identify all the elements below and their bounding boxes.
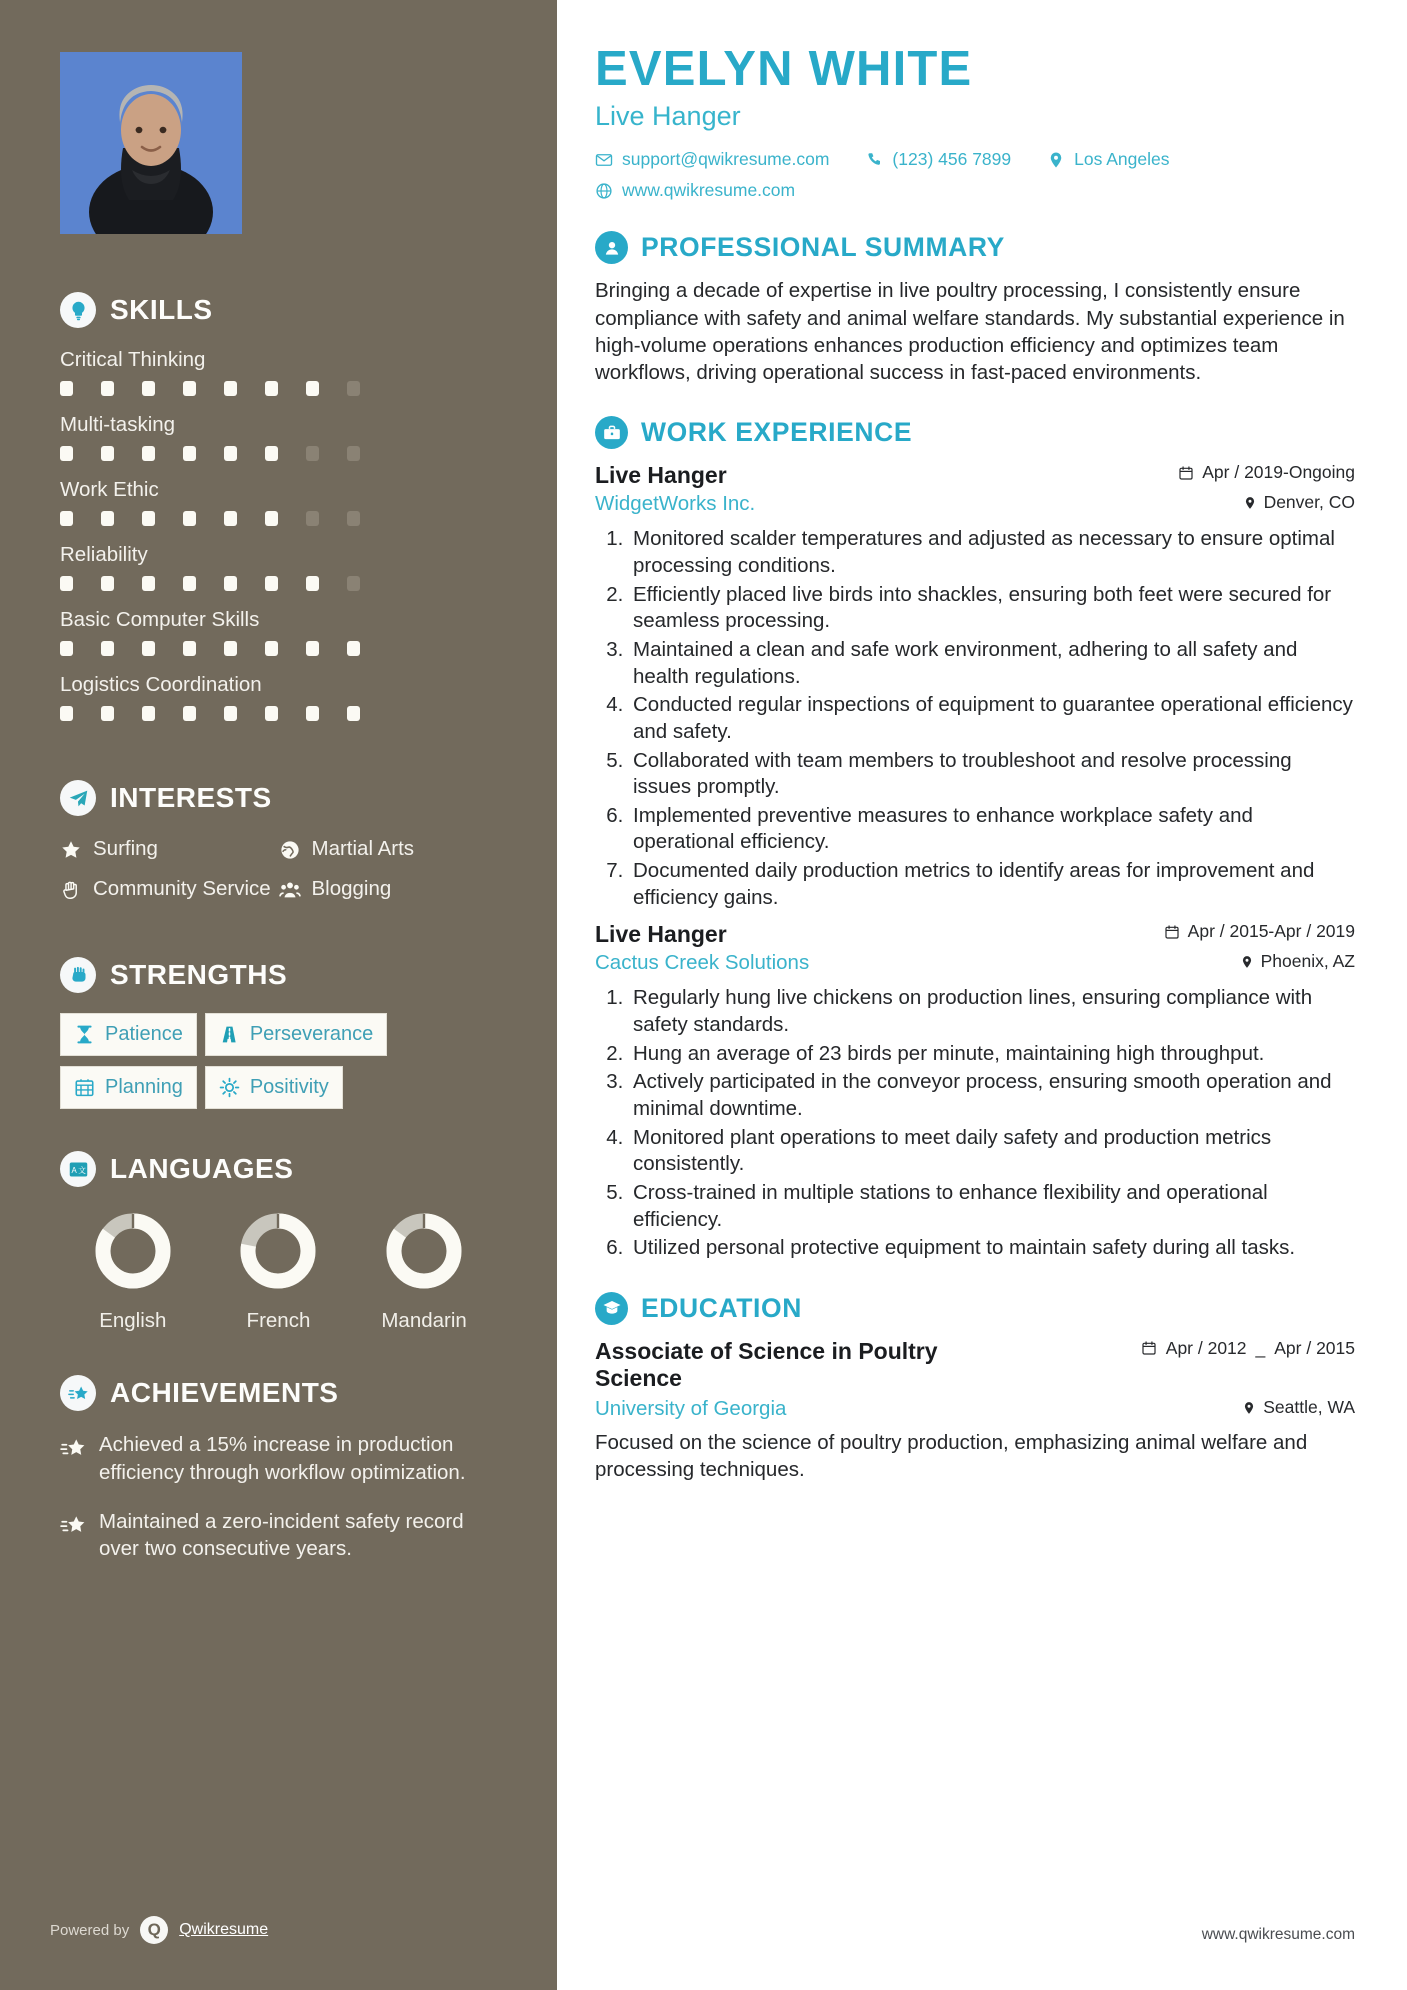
interests-list xyxy=(60,836,497,915)
strength-label: Perseverance xyxy=(249,1023,374,1046)
job-bullet: 2. Hung an average of 23 birds per minute, maintaining high throughput. xyxy=(629,1041,1355,1068)
calendar-grid-icon xyxy=(74,1077,95,1098)
strength-label: Positivity xyxy=(249,1076,329,1099)
job-header xyxy=(595,921,1355,948)
contact-row-primary xyxy=(595,149,1355,170)
skill-dot-filled xyxy=(224,511,237,526)
job-bullet: 2. Efficiently placed live birds into shackles, ensuring both feet were secured for seamless processing. xyxy=(629,582,1355,635)
experience-section xyxy=(595,416,1355,1261)
user-circle-icon xyxy=(595,231,628,264)
skill-dot-filled xyxy=(60,381,73,396)
main-content xyxy=(557,0,1407,1990)
skill-row xyxy=(60,543,497,591)
interest-item xyxy=(60,836,279,862)
skill-row xyxy=(60,478,497,526)
achievements-list xyxy=(60,1431,497,1562)
education-date-separator: _ xyxy=(1255,1337,1266,1358)
skill-rating xyxy=(60,511,497,526)
contact-location-text: Los Angeles xyxy=(1074,149,1170,170)
map-pin-icon xyxy=(1243,495,1257,511)
svg-text:文: 文 xyxy=(77,1165,86,1175)
education-school: University of Georgia xyxy=(595,1397,787,1420)
education-heading xyxy=(595,1292,1355,1325)
skill-dot-empty xyxy=(306,446,319,461)
skill-dot-filled xyxy=(347,641,360,656)
fist-icon xyxy=(60,957,96,993)
language-label: Mandarin xyxy=(381,1309,467,1333)
achievements-title: ACHIEVEMENTS xyxy=(110,1377,339,1409)
skill-name: Basic Computer Skills xyxy=(60,608,260,631)
skill-dot-filled xyxy=(265,511,278,526)
skill-dot-filled xyxy=(101,706,114,721)
job-bullet: 7. Documented daily production metrics to identify areas for improvement and efficiency gains. xyxy=(629,858,1355,911)
interest-label: Surfing xyxy=(93,837,158,860)
education-location-text: Seattle, WA xyxy=(1263,1397,1355,1417)
map-pin-icon xyxy=(1047,151,1065,169)
education-dates xyxy=(1141,1338,1355,1359)
map-pin-icon xyxy=(1240,954,1254,970)
skill-rating xyxy=(60,576,497,591)
profile-photo xyxy=(60,52,242,234)
language-item xyxy=(60,1207,206,1333)
education-title: EDUCATION xyxy=(641,1292,802,1323)
language-donut-chart xyxy=(380,1207,468,1295)
phone-icon xyxy=(865,151,883,169)
skill-dot-filled xyxy=(101,641,114,656)
languages-title: LANGUAGES xyxy=(110,1153,294,1185)
experience-title: WORK EXPERIENCE xyxy=(641,417,913,448)
skill-dot-filled xyxy=(183,446,196,461)
star-icon xyxy=(60,839,82,861)
skill-dot-empty xyxy=(347,511,360,526)
language-item xyxy=(351,1207,497,1333)
achievement-text: Maintained a zero-incident safety record over two consecutive years. xyxy=(99,1509,464,1560)
lightbulb-icon xyxy=(60,292,96,328)
skill-dot-filled xyxy=(265,706,278,721)
job-bullet: 1. Monitored scalder temperatures and adjusted as necessary to ensure optimal processing conditions. xyxy=(629,526,1355,579)
interest-item xyxy=(60,876,279,902)
skill-dot-filled xyxy=(60,641,73,656)
jobs-list xyxy=(595,462,1355,1261)
skill-dot-filled xyxy=(224,381,237,396)
skill-row xyxy=(60,608,497,656)
strengths-list xyxy=(60,1013,497,1109)
calendar-icon xyxy=(1178,465,1194,481)
skill-rating xyxy=(60,641,497,656)
skill-dot-filled xyxy=(142,381,155,396)
svg-text:A: A xyxy=(71,1165,77,1175)
powered-by xyxy=(50,1916,268,1944)
interest-item xyxy=(279,836,498,862)
language-donut-chart xyxy=(234,1207,322,1295)
strengths-heading xyxy=(60,957,497,993)
sidebar xyxy=(0,0,557,1990)
footer-website: www.qwikresume.com xyxy=(1201,1926,1355,1943)
skill-dot-filled xyxy=(142,576,155,591)
interest-label: Blogging xyxy=(311,876,392,900)
strength-chip xyxy=(60,1066,197,1109)
interest-label: Martial Arts xyxy=(311,837,415,860)
achievements-heading xyxy=(60,1375,497,1411)
skill-row xyxy=(60,413,497,461)
achievement-item xyxy=(60,1508,497,1563)
skills-section xyxy=(60,292,497,721)
skill-dot-filled xyxy=(183,381,196,396)
people-icon xyxy=(279,879,301,901)
skill-rating xyxy=(60,706,497,721)
skill-dot-filled xyxy=(142,446,155,461)
skill-dot-filled xyxy=(306,381,319,396)
skill-dot-filled xyxy=(183,511,196,526)
skill-dot-filled xyxy=(101,446,114,461)
skills-list xyxy=(60,348,497,721)
job-subheader xyxy=(595,951,1355,975)
contact-row-secondary xyxy=(595,180,1355,201)
skill-row xyxy=(60,348,497,396)
contact-location xyxy=(1047,149,1169,170)
contact-email[interactable] xyxy=(595,149,829,170)
strength-chip xyxy=(205,1013,387,1056)
skill-dot-filled xyxy=(306,641,319,656)
skill-dot-filled xyxy=(265,576,278,591)
job-bullet: 6. Implemented preventive measures to enhance workplace safety and operational efficiency. xyxy=(629,803,1355,856)
paper-plane-icon xyxy=(60,780,96,816)
globe-icon xyxy=(595,182,613,200)
job-bullet: 4. Conducted regular inspections of equipment to guarantee operational efficiency and safety. xyxy=(629,692,1355,745)
skill-rating xyxy=(60,446,497,461)
shooting-star-icon xyxy=(60,1435,86,1461)
education-entry-sub xyxy=(595,1397,1355,1421)
summary-text: Bringing a decade of expertise in live poultry processing, I consistently ensure compliance with safety and animal welfare standards. My substantial experience in high-volume operations enhances production efficiency and optimizes team workflows, driving operational success in fast-paced environments. xyxy=(595,279,1345,385)
job-date-text: Apr / 2015-Apr / 2019 xyxy=(1187,921,1355,942)
skill-dot-filled xyxy=(183,641,196,656)
job-location xyxy=(1240,951,1355,972)
skill-dot-filled xyxy=(60,576,73,591)
skill-dot-filled xyxy=(306,706,319,721)
language-label: English xyxy=(99,1309,167,1333)
contact-website-text: www.qwikresume.com xyxy=(622,180,796,201)
candidate-name: EVELYN WHITE xyxy=(595,42,973,96)
summary-section xyxy=(595,231,1355,386)
skill-dot-filled xyxy=(60,706,73,721)
job-bullet: 3. Actively participated in the conveyor process, ensuring smooth operation and minimal downtime. xyxy=(629,1069,1355,1122)
graduation-icon xyxy=(595,1292,628,1325)
skill-name: Logistics Coordination xyxy=(60,673,262,696)
skill-dot-empty xyxy=(347,576,360,591)
shooting-star-icon xyxy=(60,1512,86,1538)
strength-label: Planning xyxy=(105,1076,183,1099)
envelope-icon xyxy=(595,151,613,169)
interests-section xyxy=(60,780,497,915)
job-bullets xyxy=(629,985,1355,1261)
skill-dot-filled xyxy=(101,511,114,526)
contact-phone[interactable] xyxy=(865,149,1011,170)
candidate-role: Live Hanger xyxy=(595,101,741,132)
skill-name: Critical Thinking xyxy=(60,348,206,371)
powered-by-label: Powered by xyxy=(50,1921,130,1939)
strengths-section xyxy=(60,957,497,1109)
skill-dot-filled xyxy=(224,576,237,591)
job-company: Cactus Creek Solutions xyxy=(595,951,810,975)
job-location-text: Denver, CO xyxy=(1263,492,1355,513)
strength-chip xyxy=(60,1013,197,1056)
skill-dot-filled xyxy=(224,446,237,461)
qwikresume-logo-icon: Q xyxy=(140,1916,168,1944)
skill-row xyxy=(60,673,497,721)
languages-section xyxy=(60,1151,497,1333)
strengths-title: STRENGTHS xyxy=(110,959,288,991)
education-start-date: Apr / 2012 xyxy=(1165,1337,1247,1358)
job-location-text: Phoenix, AZ xyxy=(1260,951,1355,972)
language-label: French xyxy=(246,1309,311,1333)
job-bullet: 5. Collaborated with team members to troubleshoot and resolve processing issues promptly. xyxy=(629,748,1355,801)
job-bullet: 3. Maintained a clean and safe work environment, adhering to all safety and health regulations. xyxy=(629,637,1355,690)
calendar-icon xyxy=(1141,1340,1157,1356)
skill-dot-filled xyxy=(265,446,278,461)
skill-dot-filled xyxy=(306,576,319,591)
skill-dot-empty xyxy=(306,511,319,526)
skill-dot-filled xyxy=(60,511,73,526)
achievement-text: Achieved a 15% increase in production efficiency through workflow optimization. xyxy=(99,1433,466,1484)
skill-dot-filled xyxy=(60,446,73,461)
skill-dot-empty xyxy=(347,381,360,396)
skill-name: Multi-tasking xyxy=(60,413,176,436)
contact-website[interactable] xyxy=(595,180,795,201)
job-bullets xyxy=(629,526,1355,911)
job-bullet: 1. Regularly hung live chickens on production lines, ensuring compliance with safety standards. xyxy=(629,985,1355,1038)
skill-name: Work Ethic xyxy=(60,478,159,501)
skill-dot-filled xyxy=(101,381,114,396)
language-donut-chart xyxy=(89,1207,177,1295)
job-header xyxy=(595,462,1355,489)
languages-list xyxy=(60,1207,497,1333)
job-entry xyxy=(595,921,1355,1261)
sun-icon xyxy=(219,1077,240,1098)
skill-dot-filled xyxy=(183,706,196,721)
contact-email-text: support@qwikresume.com xyxy=(622,149,830,170)
skill-dot-filled xyxy=(142,706,155,721)
language-item xyxy=(206,1207,352,1333)
experience-heading xyxy=(595,416,1355,449)
achievement-item xyxy=(60,1431,497,1486)
languages-heading xyxy=(60,1151,497,1187)
road-icon xyxy=(219,1024,240,1045)
summary-title: PROFESSIONAL SUMMARY xyxy=(641,232,1005,263)
skills-title: SKILLS xyxy=(110,294,213,325)
job-subheader xyxy=(595,492,1355,516)
translate-icon xyxy=(60,1151,96,1187)
hand-icon xyxy=(60,879,82,901)
skill-name: Reliability xyxy=(60,543,148,566)
education-location xyxy=(1242,1397,1355,1418)
job-date xyxy=(1178,462,1355,483)
job-date xyxy=(1164,921,1355,942)
job-date-text: Apr / 2019-Ongoing xyxy=(1202,462,1355,483)
globe-icon xyxy=(279,839,301,861)
education-description: Focused on the science of poultry production, emphasizing animal welfare and processing techniques. xyxy=(595,1431,1308,1482)
education-entry-header xyxy=(595,1338,1355,1393)
job-bullet: 4. Monitored plant operations to meet daily safety and production metrics consistently. xyxy=(629,1125,1355,1178)
job-entry xyxy=(595,462,1355,911)
hourglass-icon xyxy=(74,1024,95,1045)
skill-dot-empty xyxy=(347,446,360,461)
job-bullet: 6. Utilized personal protective equipment to maintain safety during all tasks. xyxy=(629,1235,1355,1262)
interests-heading xyxy=(60,780,497,816)
strength-label: Patience xyxy=(105,1023,183,1046)
qwikresume-brand-link[interactable]: Qwikresume xyxy=(179,1921,269,1938)
education-end-date: Apr / 2015 xyxy=(1274,1337,1355,1358)
skill-dot-filled xyxy=(347,706,360,721)
education-degree: Associate of Science in Poultry Science xyxy=(595,1337,938,1392)
interest-item xyxy=(279,876,498,902)
achievements-section xyxy=(60,1375,497,1562)
job-location xyxy=(1243,492,1355,513)
job-company: WidgetWorks Inc. xyxy=(595,492,756,516)
interest-label: Community Service xyxy=(93,876,271,900)
shooting-star-icon xyxy=(60,1375,96,1411)
strength-chip xyxy=(205,1066,343,1109)
skill-dot-filled xyxy=(265,381,278,396)
briefcase-icon xyxy=(595,416,628,449)
contact-phone-text: (123) 456 7899 xyxy=(892,149,1012,170)
job-bullet: 5. Cross-trained in multiple stations to enhance flexibility and operational efficiency. xyxy=(629,1180,1355,1233)
calendar-icon xyxy=(1164,924,1180,940)
skill-dot-filled xyxy=(142,511,155,526)
education-section xyxy=(595,1292,1355,1484)
skill-dot-filled xyxy=(142,641,155,656)
skill-dot-filled xyxy=(265,641,278,656)
skill-dot-filled xyxy=(101,576,114,591)
skills-heading xyxy=(60,292,497,328)
skill-dot-filled xyxy=(224,706,237,721)
summary-heading xyxy=(595,231,1355,264)
skill-dot-filled xyxy=(224,641,237,656)
interests-title: INTERESTS xyxy=(110,782,272,813)
job-title: Live Hanger xyxy=(595,921,727,948)
skill-dot-filled xyxy=(183,576,196,591)
map-pin-icon xyxy=(1242,1400,1256,1416)
skill-rating xyxy=(60,381,497,396)
job-title: Live Hanger xyxy=(595,462,727,489)
